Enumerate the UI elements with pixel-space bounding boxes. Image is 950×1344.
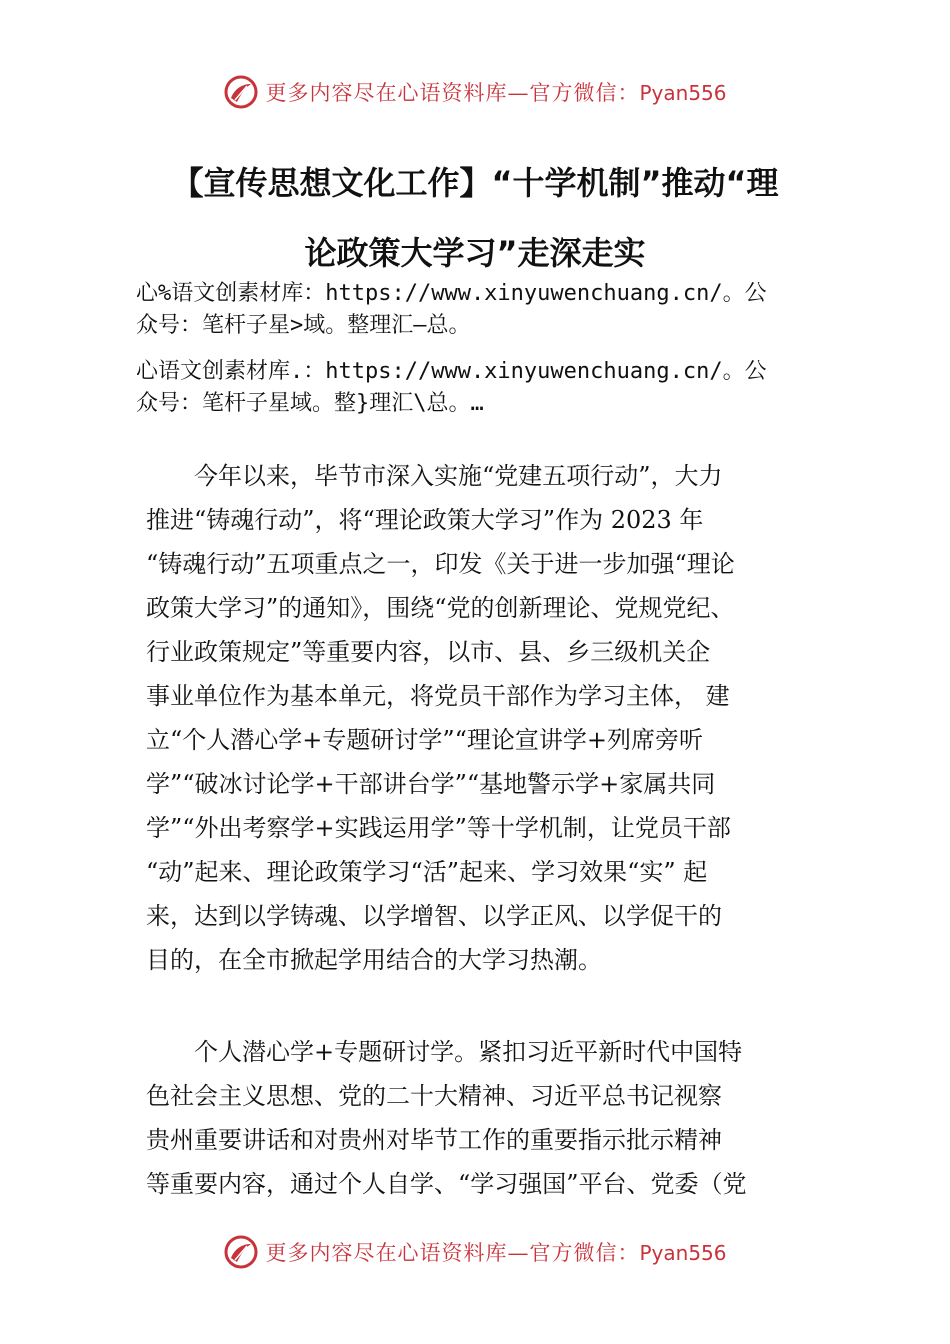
watermark-text (265, 1237, 726, 1267)
paragraph-line: 推进“铸魂行动”，将“理论政策大学习”作为 2023 年 (146, 506, 704, 534)
paragraph-line: 事业单位作为基本单元，将党员干部作为学习主体， 建 (146, 682, 730, 710)
paragraph-line: 今年以来，毕节市深入实施“党建五项行动”，大力 (146, 462, 723, 490)
paragraph-line: 等重要内容，通过个人自学、“学习强国”平台、党委（党 (146, 1170, 747, 1198)
source-note-line: 众号：笔杆子星域。整}理汇\总。… (136, 391, 484, 416)
source-note-line: 众号：笔杆子星>域。整理汇—总。 (136, 313, 471, 338)
source-note-line: 心%语文创素材库：https://www.xinyuwenchuang.cn/。公 (136, 281, 767, 306)
source-note-line: 心语文创素材库.：https://www.xinyuwenchuang.cn/。公 (136, 359, 767, 384)
paragraph-line: 学”“外出考察学+实践运用学”等十学机制，让党员干部 (146, 814, 731, 842)
paragraph-line: 立“个人潜心学+专题研讨学”“理论宣讲学+列席旁听 (146, 726, 704, 754)
header-watermark (0, 70, 950, 114)
paragraph-line: 目的，在全市掀起学用结合的大学习热潮。 (146, 946, 602, 974)
wechat-id: Pyan556 (639, 1241, 727, 1265)
watermark-slogan: 更多内容尽在心语资料库—官方微信： (265, 1241, 640, 1265)
paragraph-line: 贵州重要讲话和对贵州对毕节工作的重要指示批示精神 (146, 1126, 722, 1154)
paragraph-line: 行业政策规定”等重要内容，以市、县、乡三级机关企 (146, 638, 711, 666)
paragraph-line: 个人潜心学+专题研讨学。紧扣习近平新时代中国特 (146, 1038, 743, 1066)
body-paragraph-2 (146, 1030, 836, 1206)
source-note-2 (136, 356, 836, 420)
paragraph-line: “铸魂行动”五项重点之一，印发《关于进一步加强“理论 (146, 550, 735, 578)
watermark-text (265, 77, 726, 107)
paragraph-line: 来，达到以学铸魂、以学增智、以学正风、以学促干的 (146, 902, 722, 930)
brand-logo-icon (223, 74, 259, 110)
body-paragraph-1 (146, 454, 836, 982)
document-title-line-2: 论政策大学习”走深走实 (304, 234, 646, 272)
paragraph-line: 色社会主义思想、党的二十大精神、习近平总书记视察 (146, 1082, 722, 1110)
source-note-1 (136, 278, 836, 342)
footer-watermark (0, 1230, 950, 1274)
paragraph-line: “动”起来、理论政策学习“活”起来、学习效果“实” 起 (146, 858, 708, 886)
paragraph-line: 政策大学习”的通知》，围绕“党的创新理论、党规党纪、 (146, 594, 735, 622)
watermark-slogan: 更多内容尽在心语资料库—官方微信： (265, 81, 640, 105)
wechat-id: Pyan556 (639, 81, 727, 105)
document-title-line-1: 【宣传思想文化工作】“十学机制”推动“理 (171, 164, 779, 202)
brand-logo-icon (223, 1234, 259, 1270)
paragraph-line: 学”“破冰讨论学+干部讲台学”“基地警示学+家属共同 (146, 770, 716, 798)
